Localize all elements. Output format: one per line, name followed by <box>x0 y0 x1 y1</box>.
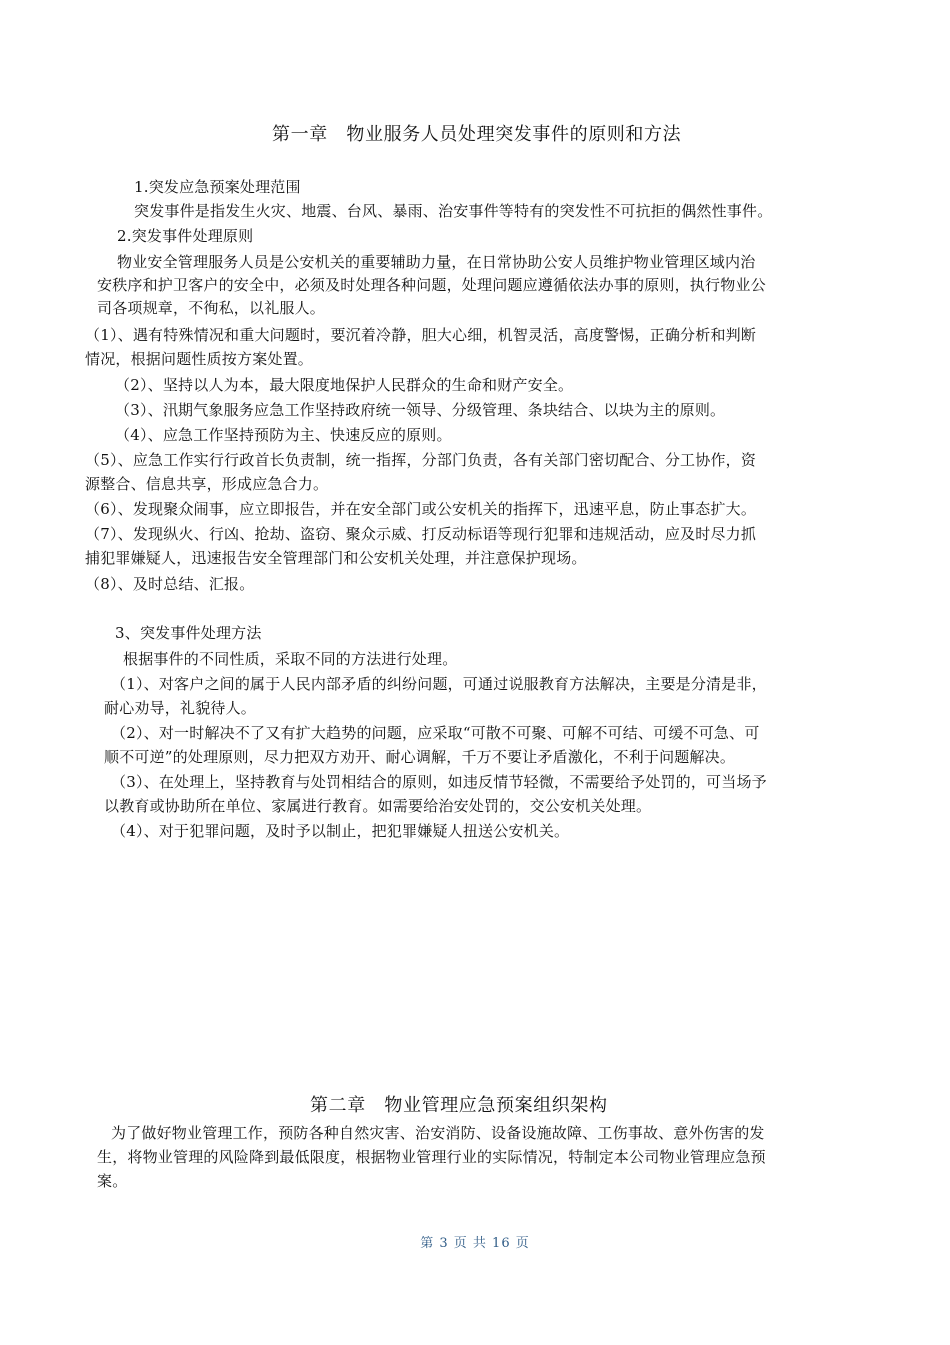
section-3-intro: 根据事件的不同性质，采取不同的方法进行处理。 <box>123 650 458 668</box>
section-2-intro-line: 物业安全管理服务人员是公安机关的重要辅助力量，在日常协助公安人员维护物业管理区域内治 <box>117 253 756 271</box>
method-item: 顺不可逆”的处理原则，尽力把双方劝开、耐心调解，千万不要让矛盾激化，不利于问题解决。 <box>104 748 736 766</box>
principle-item: （8）、及时总结、汇报。 <box>85 575 255 593</box>
chapter-2-text-line: 为了做好物业管理工作，预防各种自然灾害、治安消防、设备设施故障、工伤事故、意外伤害的发 <box>111 1124 765 1142</box>
principle-item: （5）、应急工作实行行政首长负责制，统一指挥，分部门负责，各有关部门密切配合、分工协作，资 <box>85 451 757 469</box>
principle-item: （4）、应急工作坚持预防为主、快速反应的原则。 <box>115 426 452 444</box>
section-3-heading: 3、突发事件处理方法 <box>115 624 262 642</box>
principle-item: （7）、发现纵火、行凶、抢劫、盗窃、聚众示威、打反动标语等现行犯罪和违规活动，应及时尽力抓 <box>85 525 757 543</box>
section-1-text: 突发事件是指发生火灾、地震、台风、暴雨、治安事件等特有的突发性不可抗拒的偶然性事件。 <box>134 202 773 220</box>
chapter-2-text-line: 案。 <box>97 1172 128 1190</box>
chapter-2-title: 第二章 物业管理应急预案组织架构 <box>310 1095 608 1116</box>
method-item: 以教育或协助所在单位、家属进行教育。如需要给治安处罚的，交公安机关处理。 <box>104 797 652 815</box>
section-2-intro-line: 司各项规章，不徇私，以礼服人。 <box>97 299 326 317</box>
section-2-intro-line: 安秩序和护卫客户的安全中，必须及时处理各种问题，处理问题应遵循依法办事的原则，执行物业公 <box>97 276 766 294</box>
principle-item: （1）、遇有特殊情况和重大问题时，要沉着冷静，胆大心细，机智灵活，高度警惕，正确分析和判断 <box>85 326 757 344</box>
page-number-footer: 第 3 页 共 16 页 <box>420 1236 530 1251</box>
method-item: （3）、在处理上，坚持教育与处罚相结合的原则，如违反情节轻微，不需要给予处罚的，可当场予 <box>111 773 767 791</box>
section-2-heading: 2.突发事件处理原则 <box>117 227 254 245</box>
chapter-1-title: 第一章 物业服务人员处理突发事件的原则和方法 <box>272 124 682 145</box>
method-item: （2）、对一时解决不了又有扩大趋势的问题，应采取“可散不可聚、可解不可结、可缓不可急、可 <box>111 724 760 742</box>
chapter-2-text-line: 生，将物业管理的风险降到最低限度，根据物业管理行业的实际情况，特制定本公司物业管理应急预 <box>97 1148 766 1166</box>
section-1-heading: 1.突发应急预案处理范围 <box>134 178 301 196</box>
method-item: （1）、对客户之间的属于人民内部矛盾的纠纷问题，可通过说服教育方法解决，主要是分清是非， <box>111 675 767 693</box>
principle-item: 情况，根据问题性质按方案处置。 <box>85 350 314 368</box>
principle-item: （2）、坚持以人为本，最大限度地保护人民群众的生命和财产安全。 <box>115 376 574 394</box>
method-item: 耐心劝导，礼貌待人。 <box>104 699 257 717</box>
method-item: （4）、对于犯罪问题，及时予以制止，把犯罪嫌疑人扭送公安机关。 <box>111 822 570 840</box>
principle-item: （6）、发现聚众闹事，应立即报告，并在安全部门或公安机关的指挥下，迅速平息，防止事态扩大。 <box>85 500 757 518</box>
principle-item: （3）、汛期气象服务应急工作坚持政府统一领导、分级管理、条块结合、以块为主的原则。 <box>115 401 726 419</box>
principle-item: 捕犯罪嫌疑人，迅速报告安全管理部门和公安机关处理，并注意保护现场。 <box>85 549 587 567</box>
principle-item: 源整合、信息共享，形成应急合力。 <box>85 475 329 493</box>
